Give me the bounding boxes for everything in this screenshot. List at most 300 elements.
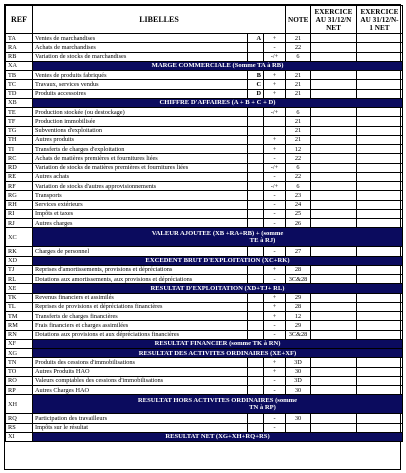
row-value-n [311, 43, 357, 52]
row-note: 6 [286, 108, 311, 117]
row-sign: - [264, 275, 286, 284]
row-ref-code: TG [6, 126, 33, 135]
row-value-n [311, 80, 357, 89]
row-ref-code: RG [6, 191, 33, 200]
row-value-n1 [357, 108, 403, 117]
table-row [6, 71, 403, 80]
row-ref-code: TC [6, 80, 33, 89]
table-row [6, 200, 403, 209]
row-ref-code: RP [6, 386, 33, 395]
row-letter [248, 163, 264, 172]
row-sign: + [264, 80, 286, 89]
row-letter [248, 265, 264, 274]
row-label: Variation de stocks de matières premières et fournitures liées [33, 163, 248, 172]
row-sign: + [264, 71, 286, 80]
row-ref-code: XF [6, 339, 33, 348]
row-ref-code: XD [6, 256, 33, 265]
row-note: 28 [286, 265, 311, 274]
row-sign: + [264, 265, 286, 274]
row-label: Autres Produits HAO [33, 367, 248, 376]
row-sign: + [264, 135, 286, 144]
row-value-n1 [357, 330, 403, 339]
row-label: Reprises de provisions et dépréciations financières [33, 302, 248, 311]
table-row [6, 89, 403, 98]
compte-de-resultat-table [4, 4, 401, 470]
row-label: Achats de marchandises [33, 43, 248, 52]
row-value-n [311, 34, 357, 43]
row-value-n1 [357, 247, 403, 256]
row-value-n [311, 89, 357, 98]
row-label: Reprises d'amortissements, provisions et dépréciations [33, 265, 248, 274]
row-sign: + [264, 312, 286, 321]
row-label: Subventions d'exploitation [33, 126, 248, 135]
row-value-n1 [357, 191, 403, 200]
subtotal-row [6, 98, 403, 107]
row-label: Valeurs comptables des cessions d'immobilisations [33, 376, 248, 385]
row-note: 3D [286, 358, 311, 367]
row-ref-code: RD [6, 163, 33, 172]
subtotal-row [6, 256, 403, 265]
row-value-n [311, 209, 357, 218]
table-row [6, 386, 403, 395]
row-value-n [311, 423, 357, 432]
row-value-n1 [357, 34, 403, 43]
row-letter: B [248, 71, 264, 80]
income-statement-grid [5, 5, 403, 442]
row-sign: -/+ [264, 182, 286, 191]
row-letter [248, 43, 264, 52]
row-letter: C [248, 80, 264, 89]
table-row [6, 414, 403, 423]
table-row [6, 182, 403, 191]
table-row [6, 43, 403, 52]
row-value-n1 [357, 71, 403, 80]
row-ref-code: XI [6, 432, 33, 441]
row-ref-code: RO [6, 376, 33, 385]
table-row [6, 302, 403, 311]
row-value-n [311, 200, 357, 209]
row-value-n1 [357, 293, 403, 302]
row-value-n1 [357, 43, 403, 52]
row-ref-code: TK [6, 293, 33, 302]
row-value-n [311, 126, 357, 135]
row-value-n1 [357, 182, 403, 191]
row-value-n1 [357, 312, 403, 321]
row-sign [264, 117, 286, 126]
row-ref-code: RJ [6, 219, 33, 228]
subtotal-label: MARGE COMMERCIALE (Somme TA à RB) [33, 61, 403, 70]
row-value-n [311, 358, 357, 367]
row-value-n [311, 293, 357, 302]
row-ref-code: XB [6, 98, 33, 107]
row-note: 25 [286, 209, 311, 218]
row-value-n1 [357, 265, 403, 274]
row-ref-code: RS [6, 423, 33, 432]
row-value-n [311, 247, 357, 256]
row-value-n [311, 312, 357, 321]
subtotal-label: RESULTAT NET (XG+XH+RQ+RS) [33, 432, 403, 441]
row-letter [248, 200, 264, 209]
row-label: Revenus financiers et assimilés [33, 293, 248, 302]
row-label: Produits des cessions d'immobilisations [33, 358, 248, 367]
row-sign: -/+ [264, 108, 286, 117]
row-note: 22 [286, 43, 311, 52]
row-note: 6 [286, 163, 311, 172]
row-ref-code: RI [6, 209, 33, 218]
row-value-n [311, 330, 357, 339]
row-sign: + [264, 358, 286, 367]
row-value-n [311, 108, 357, 117]
table-row [6, 34, 403, 43]
subtotal-row [6, 228, 403, 247]
row-note: 22 [286, 172, 311, 181]
row-label: Transferts de charges financières [33, 312, 248, 321]
subtotal-row [6, 395, 403, 414]
table-row [6, 191, 403, 200]
row-ref-code: RQ [6, 414, 33, 423]
row-value-n [311, 71, 357, 80]
row-label: Autres produits [33, 135, 248, 144]
row-value-n1 [357, 275, 403, 284]
subtotal-row [6, 339, 403, 348]
row-ref-code: TF [6, 117, 33, 126]
row-note: 29 [286, 321, 311, 330]
exercice-n1-column-header: EXERCICE AU 31/12/N-1 NET [357, 6, 403, 34]
row-ref-code: RN [6, 330, 33, 339]
table-row [6, 358, 403, 367]
subtotal-label: RESULTAT D'EXPLOITATION (XD+TJ+ RL) [33, 284, 403, 293]
table-row [6, 117, 403, 126]
exercice-n-column-header: EXERCICE AU 31/12/N NET [311, 6, 357, 34]
row-letter [248, 321, 264, 330]
subtotal-row [6, 349, 403, 358]
table-row [6, 145, 403, 154]
row-letter [248, 191, 264, 200]
subtotal-label-line1: VALEUR AJOUTEE (XB +RA+RB) + (somme [151, 230, 284, 238]
row-note: 30 [286, 367, 311, 376]
row-note: 3C&28 [286, 275, 311, 284]
row-ref-code: XC [6, 228, 33, 247]
row-letter [248, 117, 264, 126]
ref-column-header: REF [6, 6, 33, 34]
table-row [6, 376, 403, 385]
row-sign: + [264, 293, 286, 302]
row-note: 21 [286, 34, 311, 43]
table-row [6, 172, 403, 181]
row-sign: - [264, 200, 286, 209]
table-row [6, 247, 403, 256]
row-note: 21 [286, 117, 311, 126]
subtotal-row [6, 61, 403, 70]
row-sign: + [264, 89, 286, 98]
row-letter [248, 209, 264, 218]
row-value-n [311, 52, 357, 61]
row-ref-code: TL [6, 302, 33, 311]
row-value-n [311, 302, 357, 311]
row-sign: - [264, 191, 286, 200]
row-letter [248, 376, 264, 385]
row-note: 6 [286, 182, 311, 191]
row-note: 21 [286, 135, 311, 144]
row-ref-code: TD [6, 89, 33, 98]
libelles-column-header: LIBELLES [33, 6, 286, 34]
row-ref-code: RC [6, 154, 33, 163]
row-ref-code: TA [6, 34, 33, 43]
table-row [6, 209, 403, 218]
row-value-n [311, 265, 357, 274]
row-value-n1 [357, 219, 403, 228]
row-label: Ventes de marchandises [33, 34, 248, 43]
row-label: Travaux, services vendus [33, 80, 248, 89]
table-row [6, 80, 403, 89]
row-ref-code: RK [6, 247, 33, 256]
row-sign: - [264, 219, 286, 228]
subtotal-row [6, 432, 403, 441]
row-letter [248, 275, 264, 284]
row-ref-code: TI [6, 145, 33, 154]
row-note: 21 [286, 80, 311, 89]
row-sign: + [264, 302, 286, 311]
table-row [6, 108, 403, 117]
row-label: Services extérieurs [33, 200, 248, 209]
row-letter [248, 154, 264, 163]
row-note: 30 [286, 386, 311, 395]
row-sign [264, 126, 286, 135]
table-row [6, 293, 403, 302]
row-letter [248, 126, 264, 135]
row-letter [248, 293, 264, 302]
table-row [6, 154, 403, 163]
subtotal-row [6, 284, 403, 293]
note-column-header: NOTE [286, 6, 311, 34]
row-label: Variation de stocks d'autres approvisionnements [33, 182, 248, 191]
row-ref-code: RA [6, 43, 33, 52]
row-value-n [311, 386, 357, 395]
row-ref-code: XA [6, 61, 33, 70]
row-letter [248, 386, 264, 395]
subtotal-label: EXCEDENT BRUT D'EXPLOITATION (XC+RK) [33, 256, 403, 265]
row-label: Frais financiers et charges assimilées [33, 321, 248, 330]
subtotal-label: RESULTAT DES ACTIVITES ORDINAIRES (XE+XF) [33, 349, 403, 358]
row-note: 22 [286, 154, 311, 163]
row-letter [248, 358, 264, 367]
row-label: Ventes de produits fabriqués [33, 71, 248, 80]
subtotal-label-line2: TN à RP) [249, 404, 276, 412]
row-ref-code: RE [6, 172, 33, 181]
row-value-n [311, 367, 357, 376]
table-row [6, 321, 403, 330]
row-letter: D [248, 89, 264, 98]
row-value-n1 [357, 423, 403, 432]
row-letter: A [248, 34, 264, 43]
row-value-n1 [357, 154, 403, 163]
row-ref-code: RL [6, 275, 33, 284]
row-note: 27 [286, 247, 311, 256]
row-label: Dotations aux amortissements, aux provisions et dépréciations [33, 275, 248, 284]
row-note: 12 [286, 145, 311, 154]
row-note: 21 [286, 126, 311, 135]
row-sign: - [264, 172, 286, 181]
row-letter [248, 423, 264, 432]
row-value-n [311, 163, 357, 172]
row-value-n [311, 191, 357, 200]
row-label: Production immobilisée [33, 117, 248, 126]
row-letter [248, 219, 264, 228]
row-label: Charges de personnel [33, 247, 248, 256]
row-sign: - [264, 247, 286, 256]
row-label: Autres charges [33, 219, 248, 228]
subtotal-label: CHIFFRE D'AFFAIRES (A + B + C + D) [33, 98, 403, 107]
row-letter [248, 312, 264, 321]
row-value-n1 [357, 376, 403, 385]
row-note: 28 [286, 302, 311, 311]
row-value-n1 [357, 52, 403, 61]
row-value-n [311, 275, 357, 284]
table-row [6, 163, 403, 172]
row-letter [248, 247, 264, 256]
table-row [6, 367, 403, 376]
row-value-n [311, 154, 357, 163]
row-value-n [311, 321, 357, 330]
table-body [6, 34, 403, 442]
table-row [6, 265, 403, 274]
table-row [6, 312, 403, 321]
row-sign: + [264, 145, 286, 154]
row-note: 21 [286, 89, 311, 98]
row-note: 30 [286, 414, 311, 423]
table-row [6, 135, 403, 144]
row-label: Produits accessoires [33, 89, 248, 98]
row-ref-code: RF [6, 182, 33, 191]
row-note: 26 [286, 219, 311, 228]
row-sign: - [264, 321, 286, 330]
row-value-n1 [357, 200, 403, 209]
row-label: Production stockée (ou destockage) [33, 108, 248, 117]
row-label: Autres achats [33, 172, 248, 181]
row-ref-code: TB [6, 71, 33, 80]
row-note: 23 [286, 191, 311, 200]
row-sign: - [264, 154, 286, 163]
row-letter [248, 182, 264, 191]
row-value-n1 [357, 126, 403, 135]
row-ref-code: TO [6, 367, 33, 376]
row-ref-code: RM [6, 321, 33, 330]
row-ref-code: TN [6, 358, 33, 367]
row-note [286, 423, 311, 432]
row-sign: -/+ [264, 163, 286, 172]
row-value-n [311, 182, 357, 191]
subtotal-label-line1: RESULTAT HORS ACTIVITES ORDINAIRES (somme [137, 397, 298, 405]
row-label: Achats de matières premières et fournitures liées [33, 154, 248, 163]
row-ref-code: XE [6, 284, 33, 293]
row-ref-code: TE [6, 108, 33, 117]
row-label: Transports [33, 191, 248, 200]
row-label: Impôts et taxes [33, 209, 248, 218]
row-value-n1 [357, 358, 403, 367]
row-note: 6 [286, 52, 311, 61]
row-label: Dotations aux provisions et aux dépréciations financières [33, 330, 248, 339]
row-label: Variation de stocks de marchandises [33, 52, 248, 61]
row-note: 12 [286, 312, 311, 321]
table-row [6, 275, 403, 284]
row-sign: - [264, 423, 286, 432]
row-label: Participation des travailleurs [33, 414, 248, 423]
row-letter [248, 330, 264, 339]
row-letter [248, 367, 264, 376]
row-label: Transferts de charges d'exploitation [33, 145, 248, 154]
row-ref-code: RH [6, 200, 33, 209]
row-value-n1 [357, 89, 403, 98]
row-note: 3D [286, 376, 311, 385]
row-value-n1 [357, 135, 403, 144]
row-letter [248, 302, 264, 311]
row-value-n [311, 414, 357, 423]
table-row [6, 330, 403, 339]
row-value-n [311, 135, 357, 144]
row-letter [248, 108, 264, 117]
row-label: Autres Charges HAO [33, 386, 248, 395]
row-sign: - [264, 43, 286, 52]
row-ref-code: TM [6, 312, 33, 321]
row-sign: - [264, 376, 286, 385]
row-letter [248, 52, 264, 61]
row-value-n1 [357, 367, 403, 376]
subtotal-label-line2: TE à RJ) [249, 237, 276, 245]
table-row [6, 423, 403, 432]
row-note: 3C&28 [286, 330, 311, 339]
row-letter [248, 172, 264, 181]
row-sign: -/+ [264, 52, 286, 61]
row-value-n1 [357, 145, 403, 154]
row-ref-code: XH [6, 395, 33, 414]
row-note: 24 [286, 200, 311, 209]
row-ref-code: XG [6, 349, 33, 358]
row-value-n1 [357, 172, 403, 181]
row-value-n [311, 376, 357, 385]
subtotal-label: RESULTAT FINANCIER (somme TK à RN) [33, 339, 403, 348]
row-value-n1 [357, 163, 403, 172]
row-value-n1 [357, 414, 403, 423]
row-value-n1 [357, 80, 403, 89]
row-letter [248, 135, 264, 144]
subtotal-label [33, 228, 403, 247]
row-value-n [311, 219, 357, 228]
row-ref-code: RB [6, 52, 33, 61]
table-row [6, 52, 403, 61]
row-value-n [311, 145, 357, 154]
row-value-n1 [357, 386, 403, 395]
row-value-n [311, 172, 357, 181]
row-letter [248, 145, 264, 154]
row-note: 21 [286, 71, 311, 80]
table-row [6, 219, 403, 228]
subtotal-label [33, 395, 403, 414]
row-label: Impôts sur le résultat [33, 423, 248, 432]
row-sign: + [264, 34, 286, 43]
row-value-n1 [357, 117, 403, 126]
row-letter [248, 414, 264, 423]
row-sign: - [264, 330, 286, 339]
row-value-n1 [357, 321, 403, 330]
row-ref-code: TJ [6, 265, 33, 274]
row-sign: + [264, 367, 286, 376]
row-sign: - [264, 209, 286, 218]
row-note: 29 [286, 293, 311, 302]
row-value-n1 [357, 302, 403, 311]
table-row [6, 126, 403, 135]
row-value-n1 [357, 209, 403, 218]
row-value-n [311, 117, 357, 126]
